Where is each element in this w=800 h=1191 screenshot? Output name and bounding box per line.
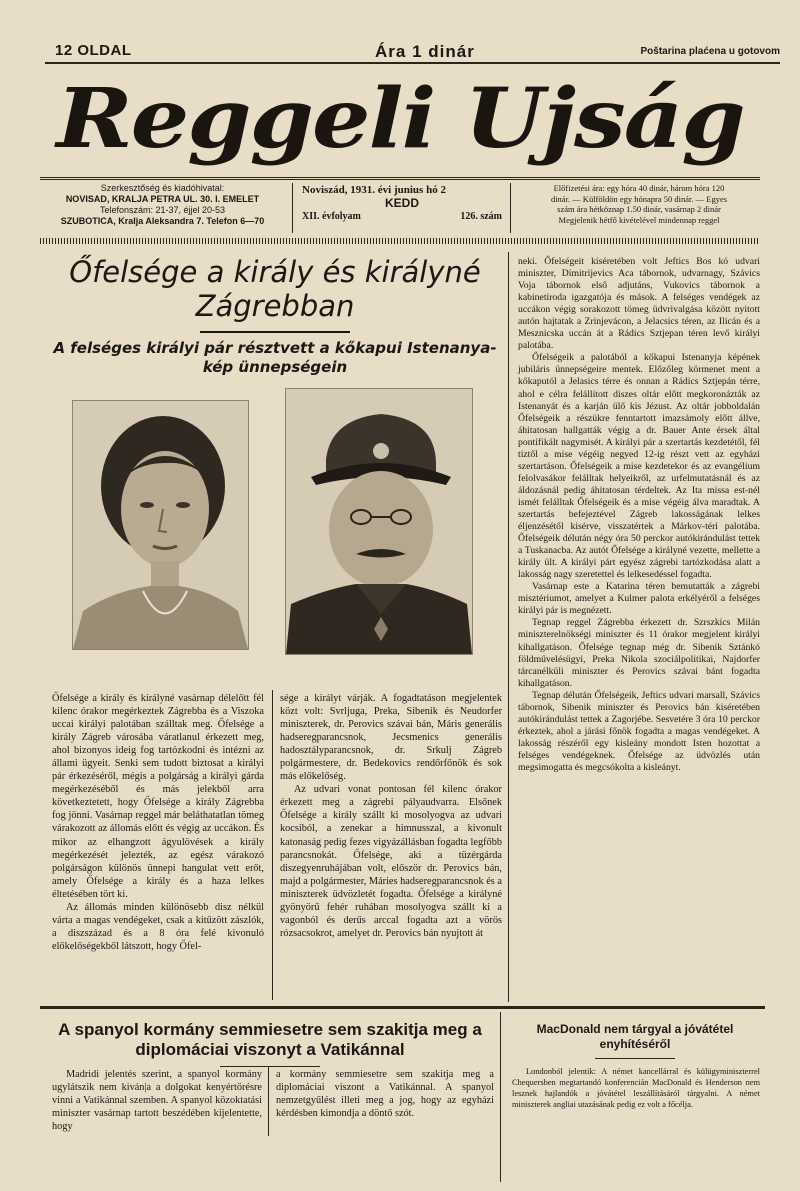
spain-headline-block <box>45 1020 495 1067</box>
paragraph: Londonból jelentik: A német kancellárral és külügyminiszterrel Chequersben megtartandó konferencián MacDonald és Henderson nem lesznek hajlandók a jóvátétel leszállításáról tárgyalni. A német miniszterek angliai utazásának pedig ez volt a főcélja. <box>512 1067 760 1109</box>
issue-date: Noviszád, 1931. évi junius hó 2 <box>302 184 446 196</box>
subscription-line: szám ára hétköznap 1.50 dinár, vasárnap 2 dinár <box>557 204 721 214</box>
paragraph: Őfelsége a király és királyné vasárnap délelőtt fél kilenc órakor megérkeztek Zágrebba és a Viszoka uccai királyi palotában szálltak meg. Őfelsége a király Zágreb városába váratlanul érkezett meg, ahol bizonyos ideig fog tartózkodni és intézni az állami ügyeit. Senki sem tudott biztosat a királyi pár érkezéséről, mégis a polgárság a királyi gárda megérkezéséből és más jelekből arra következtetett, hogy Őfelsége a király Zágrebba fog jönni. Vasárnap reggel már beláthatatlan tömeg várakozott az állomás előtt és végig az uccákon. És mikor az elhangzott ágyulövések a király megérkezését jelezték, az egész várakozó polgárságon különös ünnepi hangulat vett erőt, amely Őfelsége a király és a haza lelkes éltetésében tört ki. <box>52 693 264 900</box>
date-info <box>302 185 502 222</box>
masthead-title: Reggeli Ujság <box>56 69 744 167</box>
spain-col2 <box>276 1068 494 1120</box>
macdonald-headline-block <box>505 1022 765 1059</box>
column-divider <box>272 690 273 1000</box>
paragraph: Madridi jelentés szerint, a spanyol kormány ugylátszik nem kiván|a a dolgokat kenyértörésre vinni a Vatikánnal szemben. A spanyol közoktatási miniszter vasárnap tartott beszédében kijelentette, hogy <box>52 1069 262 1133</box>
subscription-line: Előfizetési ára: egy hóra 40 dinár, három hóra 120 <box>553 183 725 193</box>
postal-note: Poštarina plaćena u gotovom <box>640 46 780 57</box>
subscription-line: dinár. — Külföldön egy hónapra 50 dinár. — Egyes <box>550 193 728 204</box>
volume-row <box>302 211 502 222</box>
info-divider <box>510 183 511 233</box>
headline-underline <box>595 1058 675 1059</box>
paragraph: Vasárnap este a Katarina téren bemutatták a zágrebi misztériumot, amelyet a Kulmer palota erkélyéről a felséges királyi pár is megnézett. <box>518 581 760 617</box>
hatch-rule <box>40 238 760 244</box>
office-line: Szerkesztőség és kiadóhivatal: <box>100 183 225 193</box>
queen-portrait <box>72 400 249 650</box>
info-bar <box>40 183 760 239</box>
king-portrait <box>285 388 473 655</box>
column-divider <box>500 1012 501 1182</box>
column-divider <box>508 252 509 1002</box>
spain-col1 <box>52 1068 262 1133</box>
column-divider <box>268 1066 269 1136</box>
paragraph: a kormány semmiesetre sem szakitja meg a diplomáciai viszont a Vatikánnal. A spanyol nemzetgyűlést illeti meg a jog, hogy az egyházi kérdésben kimondja a döntő szót. <box>276 1069 494 1120</box>
headline-underline <box>220 1066 320 1067</box>
main-article-col1 <box>52 692 264 953</box>
office-line: SZUBOTICA, Kralja Aleksandra 7. Telefon 6—70 <box>60 216 265 226</box>
volume: XII. évfolyam <box>302 211 361 222</box>
masthead-rule <box>40 177 760 180</box>
king-portrait-icon <box>286 389 472 654</box>
main-article-col3 <box>518 256 760 774</box>
macdonald-headline: MacDonald nem tárgyal a jóvátétel enyhítéséről <box>536 1022 734 1051</box>
queen-portrait-icon <box>73 401 248 649</box>
paragraph: Az állomás minden különösebb disz nélkül várta a magas vendégeket, csak a kitűzött zászlók, a diszszázad és a 8 óra felé kivonuló előkelőségekből látszott, hogy Őfel- <box>52 901 264 952</box>
main-subheadline: A felséges királyi pár résztvett a kőkapui Istenanya-kép ünnepségein <box>53 339 497 376</box>
main-headline: Őfelsége a király és királyné Zágrebban <box>69 255 481 323</box>
paragraph: Tegnap reggel Zágrebba érkezett dr. Szrszkics Milán miniszterelnökségi miniszter és 11 órakor megjelent királyi kihallgatáson. Őfelsége tegnap még dr. Sibenik Sztánkó földművelésügyi, Preka Nikola szociálpolitikai, Najdorfer tárcanélküli miniszter és Perovics szávai bánt fogadta kihallgatáson. <box>518 617 760 689</box>
paragraph: sége a királyt várják. A fogadtatáson megjelentek közt volt: Svrljuga, Preka, Sibenik és Neudorfer miniszterek, dr. Perovics szávai bán, Máris generális hadseregparancsnok, Jecsmenics generális hadosztályparancsnok, dr. Srkulj Zágreb polgármestere, dr. Bedekovics rendőrfőnök és sok más előkelőség. <box>280 693 502 783</box>
macdonald-body <box>512 1066 760 1110</box>
headline-underline <box>200 331 350 333</box>
office-info <box>40 183 285 227</box>
section-rule <box>40 1006 765 1009</box>
page-label: 12 OLDAL <box>55 42 132 59</box>
info-divider <box>292 183 293 233</box>
paragraph: Az udvari vonat pontosan fél kilenc órakor érkezett meg a zágrebi pályaudvarra. Elsőnek Őfelsége a király szállt ki mosolyogva az udvari kocsiból, a zenekar a himnusszal, a kivonult katonaság pedig fezes vigyázállásban fogadta legfőbb parancsnokát. Őfelsége, aki a tüzérgárda diszegyenruhájában volt, először dr. Perovics bán, majd a polgármester, Máries hadseregparancsnok és a miniszterek üdvözletét fogadta. Őfelsége a királyné gyönyörű fehér ruhában mosolyogva szállt ki a vagonból és derűs arccal fogadta azt a vörös rózsacsokrot, amelyet dr. Perovics bán nyujtott át <box>280 784 502 939</box>
subscription-info <box>518 183 760 225</box>
main-article-col2 <box>280 692 502 940</box>
masthead <box>40 60 760 180</box>
issue-day: KEDD <box>384 196 419 210</box>
office-line: Telefonszám: 21-37, éjjel 20-53 <box>99 205 226 215</box>
paragraph: Tegnap délután Őfelségeik, Jeftics udvari marsall, Szávics tábornok, Sibenik miniszter és Perovics bán kiséretében autókirándulást tettek a Zagorjébe. Sesvetére 3 óra 10 perckor érkeztek, ahol a járási főnök fogadta a magas vendégeket. A lakosság részéről egy kisleány mondott Isten hozottat a felséges vendégeknek. Őfelsége az üdvözlés után megsimogatta és megcsókolta a kisleányt. <box>518 689 760 773</box>
paragraph: Őfelségeik a palotából a kőkapui Istenanyja képének jubiláris ünnepségeire mentek. Előzőleg körmenet ment a kőkaputól a Jelasics térre és onnan a Rádics Sztjepán térre, ahol e célra felállított diszes oltár előtt megkoronázták az Istenanyát és a karján ülő kis Jézust. Az oltár jobboldalán Őfelségeik a részükre fenntartott imazsámoly előtt állve, áhitatosan hallgatták végig a dr. Bauer Ante érsek által pontifikált nagymisét. A királyi pár a szertartás kezdetétől, fél tíztől a mise végéig negyed 12-ig részt vett az egyházi szertartáson. Őfelségeik a mise kezdetekor és az evangélium felolvasákor felálltak helyeikről, az urfelmutatásnál és az áldozásnál pedig áhitatosan térdeltek. Az Ita missa est-nél ismét felálltak Őfelségeik és a mise végéig álva maradtak. A szertartás befejeztével Zágreb lakosságának lelkes éljenzésétől kisérve, visszatértek a Márkov-téri palotába. Őfelségeik délután négy óra 50 perckor autókirándulást tettek a Tuskanacba. Az autót Őfelsége a királyné vezette, mellette a király ült. A királyi párt egyész zágrebi tartózkodása alatt a lakosság nagy szeretettel és lelkesedéssel fogadta. <box>518 352 760 581</box>
price: Ára 1 dinár <box>375 42 475 61</box>
office-line: NOVISAD, KRALJA PETRA UL. 30. I. EMELET <box>65 194 260 204</box>
paragraph: neki. Őfelségeit kiséretében volt Jeftics Bos kó udvari miniszter, Dimitrijevics Aca tábornok, udvarnagy, Szávics Voja tábornok első adjutáns, Vukovics tábornok a kabinetiroda igazgatója és mások. A felséges vendégek az uccákon végig sorakozott tömeg üdvrivalgása között nyitott autón hajtatak a Zrinjevácon, a Jelacsics téren, az Ilicán és a Mesznicska uccán át a Rádics Sztjepan téren levő királyi palotába. <box>518 256 760 352</box>
subscription-line: Megjelenik hétfő kivételével mindennap reggel <box>558 214 720 225</box>
main-headline-block <box>45 255 505 377</box>
spain-headline: A spanyol kormány semmiesetre sem szakitja meg a diplomáciai viszonyt a Vatikánnal <box>58 1020 482 1059</box>
issue-number: 126. szám <box>460 211 502 222</box>
